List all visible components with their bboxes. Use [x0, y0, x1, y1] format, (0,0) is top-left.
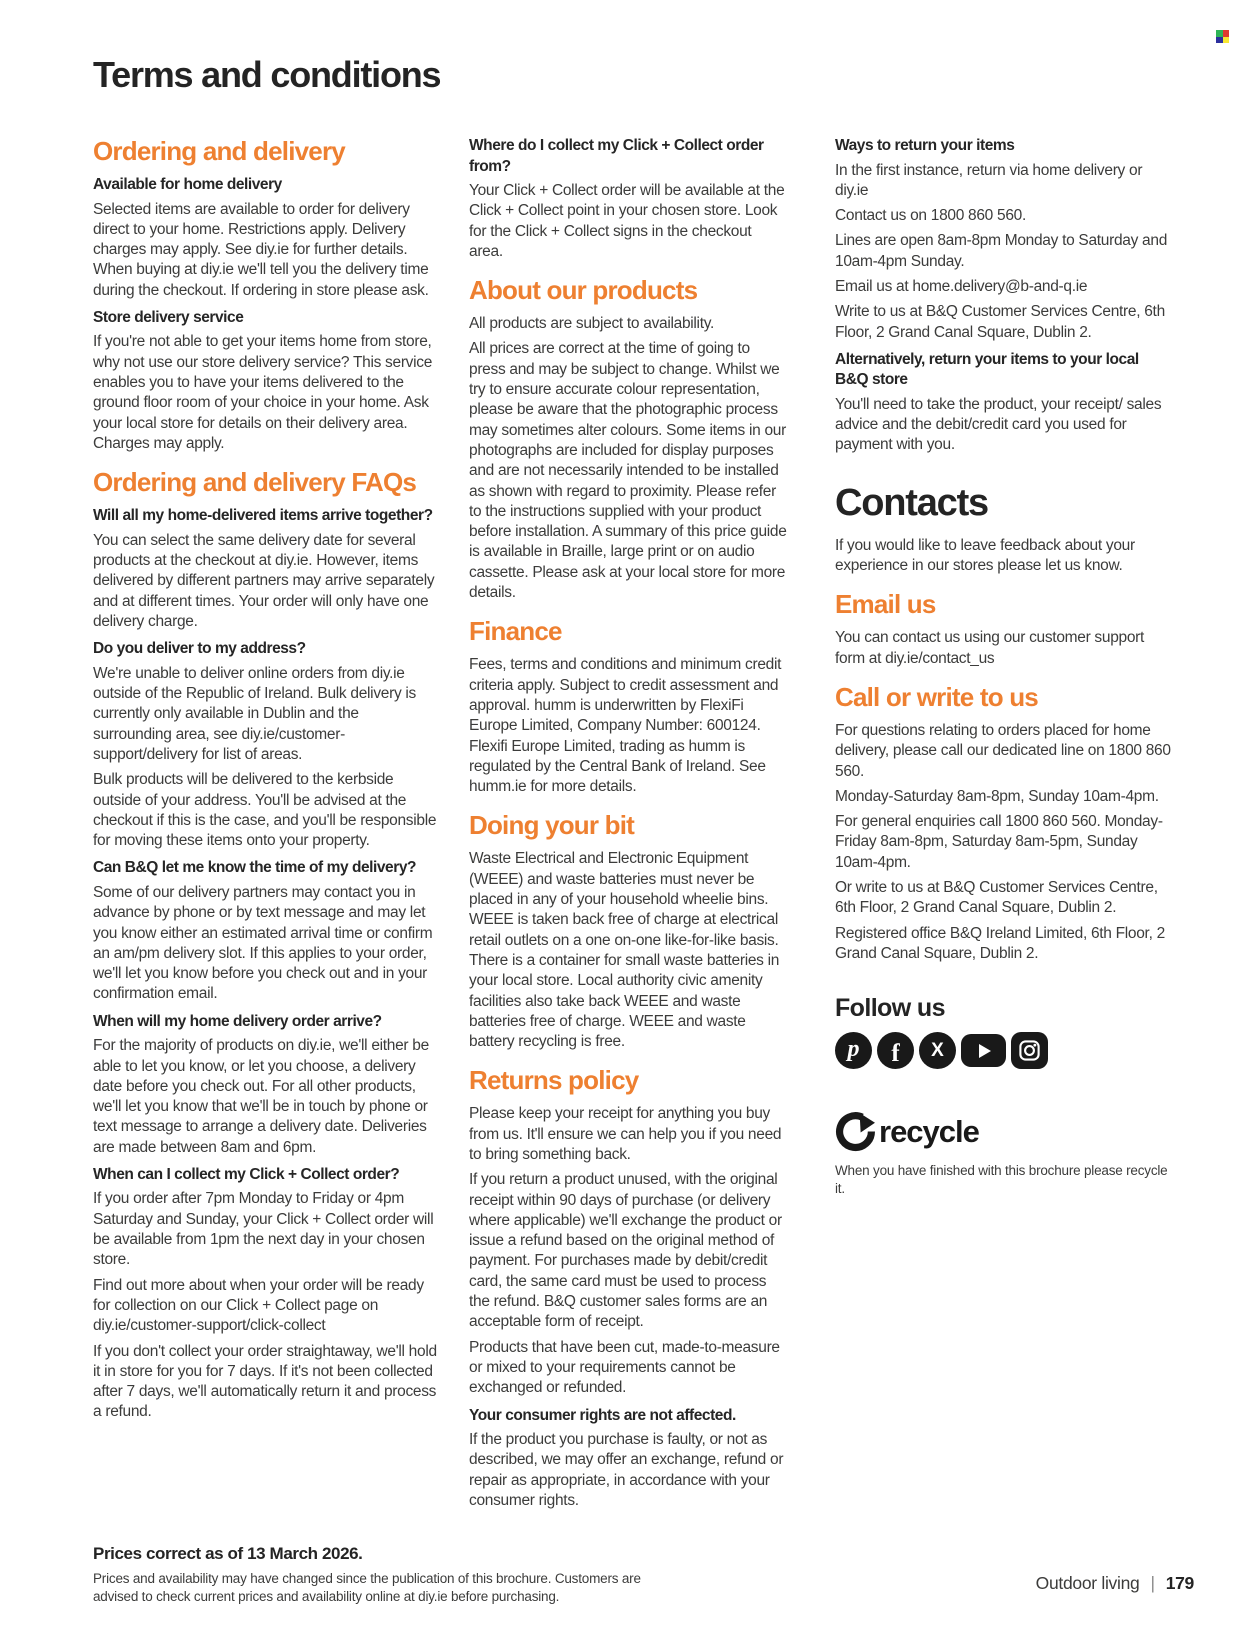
paragraph: For the majority of products on diy.ie, we'll either be able to let you know, or let you choose, a delivery date before you check out. For all other products, we'll let you know that we'll be in touch by phone or text message to arrange a delivery date. Deliveries are made between 8am and 6pm. — [93, 1037, 429, 1156]
section-heading: Finance — [469, 616, 562, 647]
recycle-note: When you have finished with this brochure please recycle it. — [835, 1163, 1168, 1196]
sub-heading: Store delivery service — [93, 308, 244, 326]
paragraph: If the product you purchase is faulty, or not as described, we may offer an exchange, refund or repair as appropriate, in accordance with your consumer rights. — [469, 1431, 784, 1509]
prices-correct-title: Prices correct as of 13 March 2026. — [93, 1544, 363, 1563]
paragraph: You can contact us using our customer support form at diy.ie/contact_us — [835, 629, 1145, 667]
recycle-logo — [835, 1111, 1173, 1152]
recycle-label: recycle — [879, 1113, 979, 1149]
recycle-icon — [835, 1111, 876, 1152]
sub-heading: Do you deliver to my address? — [93, 640, 306, 658]
x-icon[interactable] — [919, 1032, 956, 1069]
youtube-icon[interactable] — [961, 1034, 1006, 1067]
paragraph: Products that have been cut, made-to-measure or mixed to your requirements cannot be exchanged or refunded. — [469, 1338, 780, 1397]
paragraph: Registered office B&Q Ireland Limited, 6th Floor, 2 Grand Canal Square, Dublin 2. — [835, 924, 1165, 962]
paragraph: We're unable to deliver online orders from diy.ie outside of the Republic of Ireland. Bulk delivery is currently only available in Dublin and the surrounding area, see diy.ie/customer-support/delivery for list of areas. — [93, 664, 417, 763]
instagram-icon[interactable] — [1011, 1032, 1048, 1069]
section-heading: Ordering and delivery — [93, 136, 345, 166]
pinterest-glyph: p — [847, 1036, 860, 1063]
color-registration-mark — [1216, 30, 1229, 43]
facebook-glyph: f — [891, 1039, 900, 1067]
sub-heading: Your consumer rights are not affected. — [469, 1406, 736, 1424]
sub-heading: Will all my home-delivered items arrive together? — [93, 507, 433, 525]
section-heading: Doing your bit — [469, 810, 634, 841]
prices-disclaimer: Prices and availability may have changed since the publication of this brochure. Customers are advised to check current prices and availability online at diy.ie before purchasing. — [93, 1571, 641, 1604]
section-label: Outdoor living — [1035, 1573, 1140, 1593]
paragraph: All prices are correct at the time of going to press and may be subject to change. Whilst we try to ensure accurate colour representation, please be aware that the photographic process may sometimes alter colours. Some items in our photographs are included for display purposes and are not necessarily intended to be installed as shown with regard to proximity. Please refer to the instructions supplied with your product before installation. A summary of this price guide is available in Braille, large print or on audio cassette. Please ask at your local store for more details. — [469, 340, 787, 602]
sub-heading: Can B&Q let me know the time of my delivery? — [93, 859, 417, 877]
sub-heading: Where do I collect my Click + Collect order from? — [469, 137, 764, 175]
sub-heading: When will my home delivery order arrive? — [93, 1012, 382, 1030]
sub-heading: Ways to return your items — [835, 137, 1015, 154]
paragraph: Fees, terms and conditions and minimum credit criteria apply. Subject to credit assessment and approval. humm is underwritten by FlexiFi Europe Limited, Company Number: 600124. Flexifi Europe Limited, trading as humm is regulated by the Central Bank of Ireland. See humm.ie for more details. — [469, 656, 782, 796]
follow-us-heading: Follow us — [835, 994, 945, 1023]
column-products-returns — [469, 136, 787, 1516]
paragraph: If you're not able to get your items home from store, why not use our store delivery service? This service enables you to have your items delivered to the ground floor room of your choice in your home. Ask your local store for details on their delivery area. Charges may apply. — [93, 333, 433, 452]
paragraph: Email us at home.delivery@b-and-q.ie — [835, 277, 1088, 295]
paragraph: Bulk products will be delivered to the kerbside outside of your address. You'll be advised at the checkout if this is the case, and you'll be responsible for moving these items onto your property. — [93, 771, 437, 850]
sub-heading: When can I collect my Click + Collect order? — [93, 1165, 400, 1183]
page-title: Terms and conditions — [93, 54, 441, 95]
paragraph: Selected items are available to order for delivery direct to your home. Restrictions apply. Delivery charges may apply. See diy.ie for further details. When buying at diy.ie we'll tell you the delivery time during the checkout. If ordering in store please ask. — [93, 200, 429, 299]
page-footer-ref — [1036, 1573, 1194, 1594]
paragraph: Or write to us at B&Q Customer Services Centre, 6th Floor, 2 Grand Canal Square, Dublin 2. — [835, 879, 1158, 917]
paragraph: In the first instance, return via home delivery or diy.ie — [835, 161, 1143, 199]
sub-heading: Alternatively, return your items to your local B&Q store — [835, 350, 1139, 389]
paragraph: You can select the same delivery date for several products at the checkout at diy.ie. However, items delivered by different partners may arrive separately and at different times. Your order will only have one delivery charge. — [93, 531, 435, 630]
section-heading: Ordering and delivery FAQs — [93, 467, 417, 498]
sub-heading: Available for home delivery — [93, 176, 282, 193]
paragraph: All products are subject to availability. — [469, 315, 715, 333]
contacts-heading: Contacts — [835, 481, 988, 524]
reg-square-yellow — [1223, 37, 1230, 44]
paragraph: Contact us on 1800 860 560. — [835, 207, 1026, 225]
facebook-icon[interactable] — [877, 1032, 914, 1069]
paragraph: If you don't collect your order straightaway, we'll hold it in store for you for 7 days. If it's not been collected after 7 days, we'll automatically return it and process a refund. — [93, 1342, 437, 1421]
section-heading: Call or write to us — [835, 681, 1038, 712]
paragraph: Find out more about when your order will be ready for collection on our Click + Collect page on diy.ie/customer-support/click-collect — [93, 1276, 424, 1335]
paragraph: Write to us at B&Q Customer Services Centre, 6th Floor, 2 Grand Canal Square, Dublin 2. — [835, 303, 1165, 341]
paragraph: Please keep your receipt for anything you buy from us. It'll ensure we can help you if you need to bring something back. — [469, 1105, 782, 1163]
paragraph: If you order after 7pm Monday to Friday or 4pm Saturday and Sunday, your Click + Collect order will be available from 1pm the next day in your chosen store. — [93, 1190, 434, 1269]
section-heading: About our products — [469, 275, 698, 306]
paragraph: You'll need to take the product, your receipt/ sales advice and the debit/credit card you used for payment with you. — [835, 395, 1162, 454]
paragraph: Some of our delivery partners may contact you in advance by phone or by text message and may let you know either an estimated arrival time or confirm an am/pm delivery slot. If this applies to your order, we'll let you know before you check out and in your confirmation email. — [93, 883, 433, 1003]
paragraph: Waste Electrical and Electronic Equipment (WEEE) and waste batteries must never be placed in any of your household wheelie bins. WEEE is taken back free of charge at electrical retail outlets on a one on-one like-for-like basis. There is a container for small waste batteries in your local store. Local authority civic amenity facilities also take back WEEE and waste batteries free of charge. WEEE and waste battery recycling is free. — [469, 850, 780, 1051]
camera-outline-icon — [1018, 1039, 1041, 1062]
footer-prices-block — [93, 1543, 713, 1605]
x-glyph: X — [931, 1039, 944, 1061]
section-heading: Returns policy — [469, 1065, 639, 1096]
paragraph: Lines are open 8am-8pm Monday to Saturday and 10am-4pm Sunday. — [835, 232, 1168, 270]
paragraph: If you return a product unused, with the original receipt within 90 days of purchase (or delivery where applicable) we'll exchange the product or issue a refund based on the original method of payment. For purchases made by debit/credit card, the same card must be used to process the refund. B&Q customer sales forms are an acceptable form of receipt. — [469, 1171, 782, 1331]
paragraph: Your Click + Collect order will be available at the Click + Collect point in your chosen store. Look for the Click + Collect signs in the checkout area. — [469, 182, 785, 260]
column-contacts — [835, 136, 1173, 1211]
pinterest-icon[interactable] — [835, 1032, 872, 1069]
footer-separator: | — [1150, 1573, 1155, 1593]
paragraph: For general enquiries call 1800 860 560. Monday-Friday 8am-8pm, Saturday 8am-5pm, Sunday 10am-4pm. — [835, 813, 1163, 871]
section-heading: Email us — [835, 589, 936, 620]
paragraph: Monday-Saturday 8am-8pm, Sunday 10am-4pm. — [835, 787, 1159, 805]
page-number: 179 — [1165, 1573, 1194, 1593]
social-icons-row — [835, 1032, 1173, 1069]
paragraph: For questions relating to orders placed for home delivery, please call our dedicated line on 1800 860 560. — [835, 721, 1171, 780]
column-ordering-delivery — [93, 136, 437, 1428]
paragraph: If you would like to leave feedback about your experience in our stores please let us know. — [835, 536, 1135, 575]
play-triangle-icon — [979, 1044, 991, 1058]
